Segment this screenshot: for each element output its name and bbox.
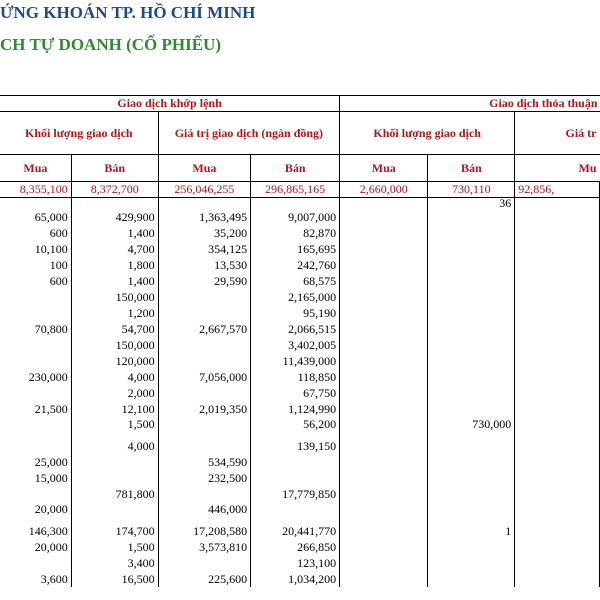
table-cell: 11,439,000 (251, 353, 340, 369)
table-cell: 150,000 (71, 337, 158, 353)
table-cell: 1,124,990 (251, 401, 340, 417)
table-cell (515, 571, 600, 587)
table-cell (515, 417, 600, 438)
table-cell: 2,165,000 (251, 289, 340, 305)
table-row (0, 273, 600, 289)
table-cell: 225,600 (158, 571, 251, 587)
table-cell (515, 273, 600, 289)
table-cell: 266,850 (251, 539, 340, 555)
table-cell (515, 401, 600, 417)
table-cell (340, 353, 428, 369)
table-cell: 232,500 (158, 470, 251, 486)
table-cell: 17,208,580 (158, 523, 251, 539)
table-row (0, 502, 600, 523)
table-cell: 1,400 (71, 225, 158, 241)
table-cell (515, 470, 600, 486)
table-cell (251, 198, 340, 210)
table-cell (158, 353, 251, 369)
table-cell (340, 305, 428, 321)
table-row (0, 198, 600, 210)
table-cell: 35,200 (158, 225, 251, 241)
table-cell (340, 539, 428, 555)
table-row (0, 257, 600, 273)
table-row (0, 555, 600, 571)
table-cell: 165,695 (251, 241, 340, 257)
table-cell: 1,800 (71, 257, 158, 273)
total-cell: 92,856, (515, 182, 600, 198)
table-cell: 1 (428, 523, 515, 539)
table-cell (340, 209, 428, 225)
trading-table (0, 95, 600, 587)
table-cell: 10,100 (0, 241, 71, 257)
table-cell (71, 470, 158, 486)
table-cell (0, 289, 71, 305)
table-cell: 36 (428, 198, 515, 210)
table-cell: 4,000 (71, 369, 158, 385)
table-row (0, 369, 600, 385)
table-row (0, 571, 600, 587)
table-cell (71, 454, 158, 470)
total-cell: 296,865,165 (251, 182, 340, 198)
table-cell: 1,363,495 (158, 209, 251, 225)
table-cell (428, 257, 515, 273)
table-cell (515, 369, 600, 385)
table-cell (340, 470, 428, 486)
table-cell: 9,007,000 (251, 209, 340, 225)
table-cell: 446,000 (158, 502, 251, 523)
table-cell (340, 486, 428, 502)
table-cell (428, 539, 515, 555)
table-cell: 120,000 (71, 353, 158, 369)
table-cell (428, 454, 515, 470)
table-cell (251, 470, 340, 486)
table-cell (251, 502, 340, 523)
table-cell: 29,590 (158, 273, 251, 289)
table-cell: 67,750 (251, 385, 340, 401)
table-cell: 65,000 (0, 209, 71, 225)
table-cell (158, 289, 251, 305)
table-cell: 2,019,350 (158, 401, 251, 417)
header-volume-agreed: Khối lượng giao dịch (340, 112, 515, 155)
table-cell (251, 454, 340, 470)
table-cell: 3,600 (0, 571, 71, 587)
header-volume-matched: Khối lượng giao dịch (0, 112, 158, 155)
table-cell: 20,000 (0, 539, 71, 555)
table-cell (0, 486, 71, 502)
table-cell (340, 257, 428, 273)
header-value-matched: Giá trị giao dịch (ngàn đồng) (158, 112, 340, 155)
table-cell (515, 321, 600, 337)
table-cell (0, 438, 71, 454)
table-cell (428, 321, 515, 337)
table-cell (428, 502, 515, 523)
table-cell: 3,573,810 (158, 539, 251, 555)
table-cell (0, 337, 71, 353)
table-cell: 230,000 (0, 369, 71, 385)
table-cell (0, 385, 71, 401)
table-row (0, 225, 600, 241)
table-cell: 68,575 (251, 273, 340, 289)
group-header-agreed: Giao dịch thỏa thuận (340, 96, 600, 112)
table-cell (340, 289, 428, 305)
table-cell (428, 289, 515, 305)
table-cell: 3,402,005 (251, 337, 340, 353)
table-cell (340, 454, 428, 470)
table-cell: 1,200 (71, 305, 158, 321)
table-cell (428, 438, 515, 454)
table-cell (340, 273, 428, 289)
table-cell (158, 198, 251, 210)
table-cell: 25,000 (0, 454, 71, 470)
table-row (0, 241, 600, 257)
table-cell (340, 571, 428, 587)
table-cell: 1,500 (71, 417, 158, 438)
table-cell: 730,000 (428, 417, 515, 438)
table-cell (428, 305, 515, 321)
header-sell-volume-agreed: Bán (428, 155, 515, 182)
table-cell: 2,000 (71, 385, 158, 401)
table-cell (515, 454, 600, 470)
table-cell (340, 401, 428, 417)
table-cell: 4,000 (71, 438, 158, 454)
table-cell: 54,700 (71, 321, 158, 337)
table-row (0, 305, 600, 321)
table-cell (515, 555, 600, 571)
table-cell: 15,000 (0, 470, 71, 486)
table-cell: 139,150 (251, 438, 340, 454)
table-cell: 7,056,000 (158, 369, 251, 385)
trading-table-container (0, 95, 600, 600)
header-buy-volume-agreed: Mua (340, 155, 428, 182)
table-cell (340, 321, 428, 337)
table-cell: 20,441,770 (251, 523, 340, 539)
table-cell (0, 198, 71, 210)
table-cell (515, 523, 600, 539)
table-cell (428, 555, 515, 571)
table-cell: 21,500 (0, 401, 71, 417)
table-cell (158, 417, 251, 438)
table-cell (158, 486, 251, 502)
total-cell: 8,355,100 (0, 182, 71, 198)
table-row (0, 401, 600, 417)
table-cell: 13,530 (158, 257, 251, 273)
table-cell (0, 555, 71, 571)
table-cell (340, 417, 428, 438)
table-row (0, 523, 600, 539)
table-cell (71, 502, 158, 523)
table-cell (428, 337, 515, 353)
table-cell (515, 385, 600, 401)
table-cell (71, 198, 158, 210)
table-row (0, 486, 600, 502)
table-cell (340, 555, 428, 571)
table-cell (428, 369, 515, 385)
table-cell (428, 571, 515, 587)
table-cell (515, 289, 600, 305)
table-cell: 600 (0, 225, 71, 241)
table-cell (515, 337, 600, 353)
table-cell: 82,870 (251, 225, 340, 241)
table-cell: 2,667,570 (158, 321, 251, 337)
header-sell-volume: Bán (71, 155, 158, 182)
table-cell: 1,500 (71, 539, 158, 555)
table-cell (428, 401, 515, 417)
table-cell (340, 369, 428, 385)
total-cell: 730,110 (428, 182, 515, 198)
table-body (0, 182, 600, 588)
table-cell: 100 (0, 257, 71, 273)
table-cell (515, 305, 600, 321)
table-cell (515, 257, 600, 273)
table-row (0, 385, 600, 401)
total-cell: 2,660,000 (340, 182, 428, 198)
table-cell (0, 353, 71, 369)
table-cell: 56,200 (251, 417, 340, 438)
table-cell (158, 555, 251, 571)
table-cell: 146,300 (0, 523, 71, 539)
table-cell: 150,000 (71, 289, 158, 305)
table-cell (515, 225, 600, 241)
page-title: ỨNG KHOÁN TP. HỒ CHÍ MINH (0, 3, 256, 22)
table-cell (340, 523, 428, 539)
table-cell (428, 385, 515, 401)
table-cell: 354,125 (158, 241, 251, 257)
table-cell: 534,590 (158, 454, 251, 470)
table-row (0, 470, 600, 486)
table-cell: 70,800 (0, 321, 71, 337)
table-cell: 174,700 (71, 523, 158, 539)
group-header-matched: Giao dịch khớp lệnh (0, 96, 340, 112)
header-sell-value: Bán (251, 155, 340, 182)
table-cell: 12,100 (71, 401, 158, 417)
header-buy-value-agreed: Mu (515, 155, 600, 182)
table-cell: 600 (0, 273, 71, 289)
table-cell (340, 385, 428, 401)
table-row (0, 454, 600, 470)
table-cell (515, 539, 600, 555)
table-cell (0, 417, 71, 438)
table-cell (428, 209, 515, 225)
table-cell (158, 337, 251, 353)
table-cell (515, 438, 600, 454)
table-cell: 95,190 (251, 305, 340, 321)
page-subtitle: CH TỰ DOANH (CỔ PHIẾU) (0, 35, 221, 54)
table-row (0, 438, 600, 454)
table-cell (340, 438, 428, 454)
table-row (0, 417, 600, 438)
table-cell: 781,800 (71, 486, 158, 502)
table-cell (428, 225, 515, 241)
table-cell (158, 305, 251, 321)
table-cell (515, 198, 600, 210)
table-cell (158, 438, 251, 454)
table-cell: 16,500 (71, 571, 158, 587)
table-row (0, 337, 600, 353)
table-cell: 429,900 (71, 209, 158, 225)
table-cell (428, 273, 515, 289)
table-cell: 242,760 (251, 257, 340, 273)
header-value-agreed: Giá tr (515, 112, 600, 155)
totals-row (0, 182, 600, 198)
table-cell (340, 241, 428, 257)
table-cell (428, 470, 515, 486)
table-cell: 4,700 (71, 241, 158, 257)
table-cell (515, 486, 600, 502)
table-cell: 118,850 (251, 369, 340, 385)
table-cell (515, 502, 600, 523)
table-cell: 123,100 (251, 555, 340, 571)
total-cell: 256,046,255 (158, 182, 251, 198)
header-buy-volume: Mua (0, 155, 71, 182)
table-cell: 3,400 (71, 555, 158, 571)
total-cell: 8,372,700 (71, 182, 158, 198)
table-cell: 1,400 (71, 273, 158, 289)
table-cell (340, 337, 428, 353)
table-cell (340, 225, 428, 241)
table-cell (515, 241, 600, 257)
table-row (0, 353, 600, 369)
table-row (0, 321, 600, 337)
table-cell (340, 502, 428, 523)
table-cell (428, 241, 515, 257)
table-row (0, 289, 600, 305)
table-cell: 1,034,200 (251, 571, 340, 587)
table-row (0, 539, 600, 555)
table-cell (515, 209, 600, 225)
table-cell (515, 353, 600, 369)
table-cell: 17,779,850 (251, 486, 340, 502)
table-cell (0, 305, 71, 321)
header-buy-value: Mua (158, 155, 251, 182)
table-cell: 20,000 (0, 502, 71, 523)
table-cell (428, 353, 515, 369)
table-row (0, 209, 600, 225)
table-cell (158, 385, 251, 401)
table-cell: 2,066,515 (251, 321, 340, 337)
table-cell (428, 486, 515, 502)
table-cell (340, 198, 428, 210)
